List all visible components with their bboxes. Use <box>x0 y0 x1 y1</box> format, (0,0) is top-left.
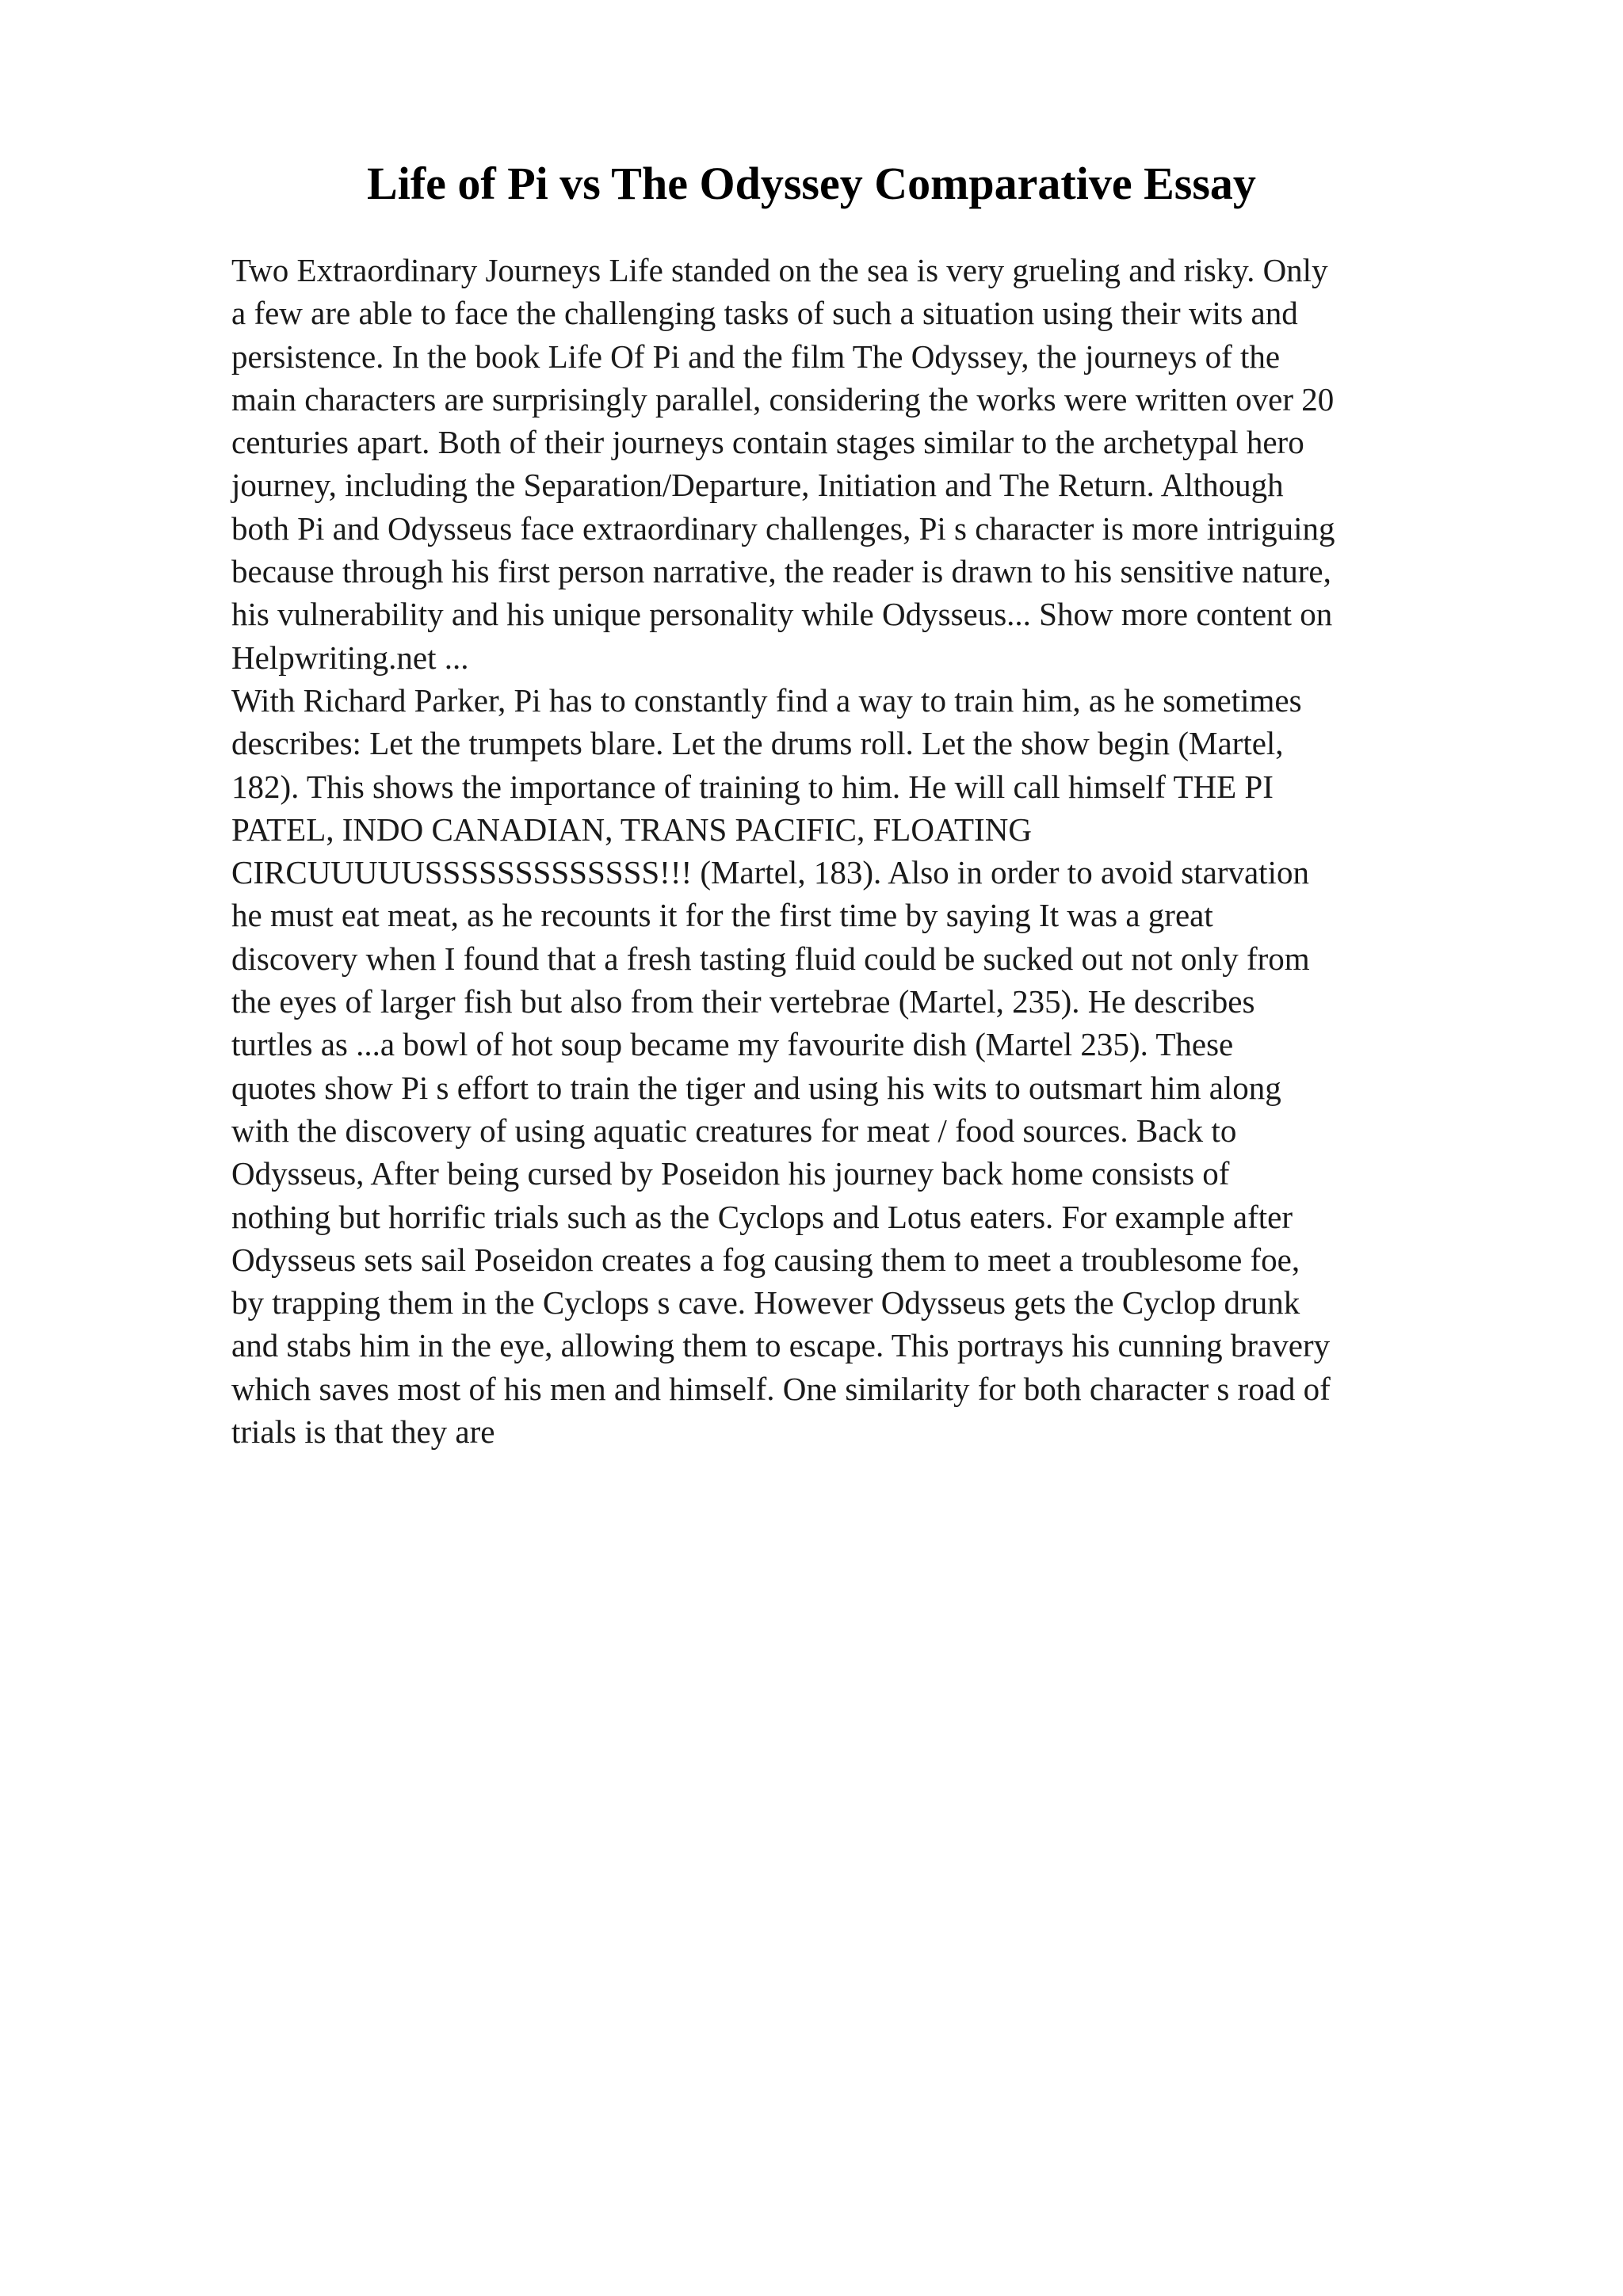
body-line: nothing but horrific trials such as the Cyclops and Lotus eaters. For example after <box>231 1198 1293 1235</box>
body-line: PATEL, INDO CANADIAN, TRANS PACIFIC, FLOATING <box>231 810 1032 848</box>
body-line: discovery when I found that a fresh tasting fluid could be sucked out not only from <box>231 940 1310 977</box>
body-line: trials is that they are <box>231 1413 495 1451</box>
body-line: turtles as ...a bowl of hot soup became my favourite dish (Martel 235). These <box>231 1026 1234 1063</box>
document-title: Life of Pi vs The Odyssey Comparative Essay <box>367 158 1256 209</box>
body-line: quotes show Pi s effort to train the tiger and using his wits to outsmart him along <box>231 1069 1281 1106</box>
document-body <box>231 249 1499 1453</box>
body-line: Two Extraordinary Journeys Life standed on the sea is very grueling and risky. Only <box>231 252 1328 288</box>
body-line: and stabs him in the eye, allowing them to escape. This portrays his cunning bravery <box>231 1327 1331 1364</box>
body-line: his vulnerability and his unique personality while Odysseus... Show more content on <box>231 596 1333 633</box>
body-line: by trapping them in the Cyclops s cave. However Odysseus gets the Cyclop drunk <box>231 1284 1300 1322</box>
body-line: With Richard Parker, Pi has to constantly find a way to train him, as he sometimes <box>231 681 1302 719</box>
body-line: journey, including the Separation/Departure, Initiation and The Return. Although <box>231 467 1284 504</box>
body-line: CIRCUUUUUSSSSSSSSSSSSS!!! (Martel, 183). Also in order to avoid starvation <box>231 854 1309 891</box>
body-line: Odysseus, After being cursed by Poseidon his journey back home consists of <box>231 1155 1230 1192</box>
body-line: both Pi and Odysseus face extraordinary challenges, Pi s character is more intriguing <box>231 509 1335 547</box>
body-line: because through his first person narrative, the reader is drawn to his sensitive nature, <box>231 553 1331 590</box>
body-line: with the discovery of using aquatic creatures for meat / food sources. Back to <box>231 1112 1237 1149</box>
body-line: main characters are surprisingly parallel, considering the works were written over 20 <box>231 380 1335 418</box>
body-line: a few are able to face the challenging tasks of such a situation using their wits and <box>231 295 1298 332</box>
body-line: centuries apart. Both of their journeys contain stages similar to the archetypal hero <box>231 424 1304 461</box>
body-line: he must eat meat, as he recounts it for the first time by saying It was a great <box>231 897 1213 934</box>
body-line: the eyes of larger fish but also from their vertebrae (Martel, 235). He describes <box>231 983 1255 1020</box>
body-line: 182). This shows the importance of training to him. He will call himself THE PI <box>231 768 1274 805</box>
body-line: which saves most of his men and himself. One similarity for both character s road of <box>231 1370 1331 1407</box>
body-line: Helpwriting.net ... <box>231 639 469 676</box>
body-line: persistence. In the book Life Of Pi and the film The Odyssey, the journeys of the <box>231 338 1281 375</box>
body-line: Odysseus sets sail Poseidon creates a fog causing them to meet a troublesome foe, <box>231 1241 1300 1278</box>
body-line: describes: Let the trumpets blare. Let the drums roll. Let the show begin (Martel, <box>231 725 1284 762</box>
